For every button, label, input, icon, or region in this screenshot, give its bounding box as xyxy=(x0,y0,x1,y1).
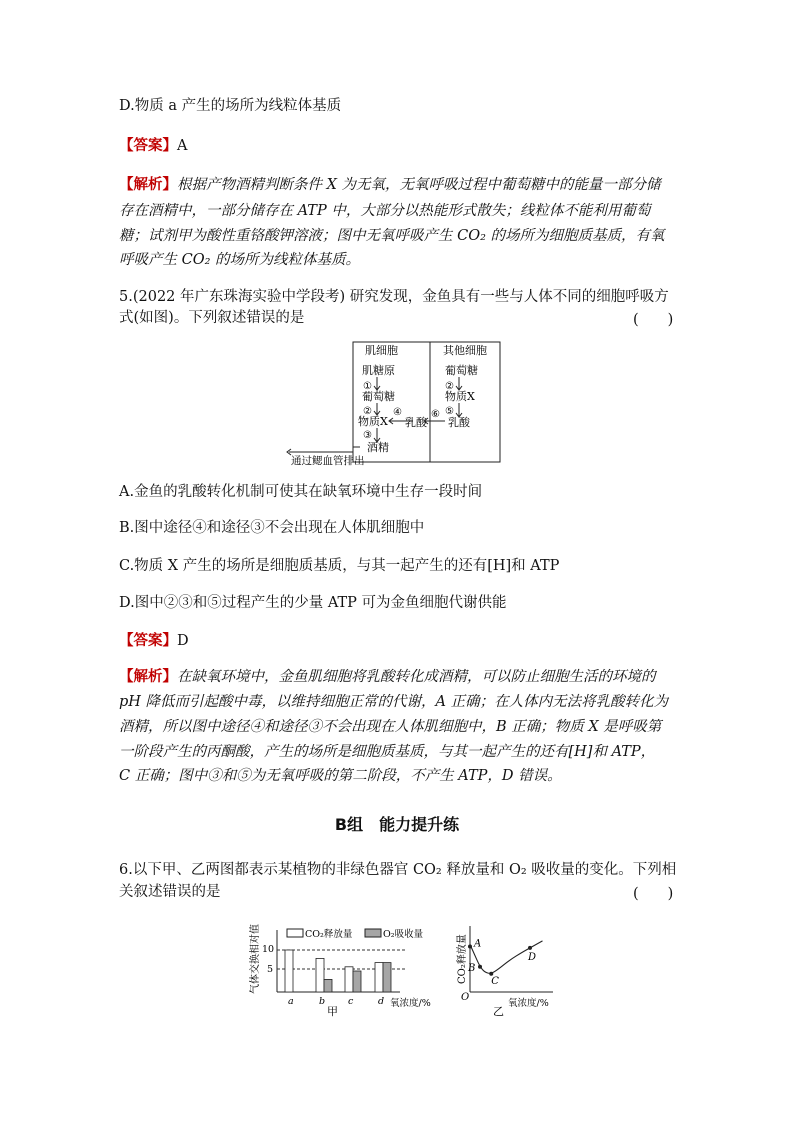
jia-bar-a-co2 xyxy=(285,950,293,992)
jia-legend-swatch-co2 xyxy=(287,929,303,937)
chart-yi xyxy=(448,912,558,1017)
step-2-other: ② xyxy=(445,381,454,392)
exit-line xyxy=(353,447,360,452)
answer-value: A xyxy=(177,138,188,154)
label-exit-gills: 通过鳃血管排出 xyxy=(291,455,365,467)
jia-bar-d-o2 xyxy=(383,963,391,992)
label-lactate-muscle: 乳酸 xyxy=(405,416,427,429)
jia-bar-c-o2 xyxy=(353,971,361,992)
section-heading: B组 能力提升练 xyxy=(334,815,460,834)
jia-legend-co2: CO₂释放量 xyxy=(305,929,353,940)
yi-point-label-A: A xyxy=(474,938,482,950)
step-5: ⑤ xyxy=(445,406,454,417)
yi-origin: O xyxy=(461,992,470,1003)
q5-analysis-line-4: 一阶段产生的丙酮酸，产生的场所是细胞质基质，与其一起产生的还有[H]和 ATP， xyxy=(119,744,656,760)
jia-xtick-c: c xyxy=(348,996,354,1007)
q4-analysis-line-3: 糖；试剂甲为酸性重铬酸钾溶液；图中无氧呼吸产生 CO₂ 的场所为细胞质基质，有氧 xyxy=(119,228,665,244)
jia-bar-b-co2 xyxy=(316,958,324,992)
yi-point-label-D: D xyxy=(528,951,537,963)
label-substance-x-muscle: 物质X xyxy=(358,415,388,428)
fish-respiration-diagram xyxy=(285,338,505,468)
q4-analysis-line-4: 呼吸产生 CO₂ 的场所为线粒体基质。 xyxy=(119,252,361,268)
label-muscle-glycogen: 肌糖原 xyxy=(362,364,395,377)
jia-title: 甲 xyxy=(327,1005,338,1017)
q4-option-d: D.物质 a 产生的场所为线粒体基质 xyxy=(119,98,342,114)
q5-analysis-line-3: 酒精，所以图中途径④和途径③不会出现在人体肌细胞中，B 正确；物质 X 是呼吸第 xyxy=(119,719,662,735)
q5-option-d: D.图中②③和⑤过程产生的少量 ATP 可为金鱼细胞代谢供能 xyxy=(119,595,507,611)
step-1: ① xyxy=(363,381,372,392)
step-2: ② xyxy=(363,406,372,417)
q4-analysis-line-1 xyxy=(119,175,661,195)
answer-tag: 【答案】 xyxy=(119,137,177,154)
q6-stem-line-1: 6.以下甲、乙两图都表示某植物的非绿色器官 CO₂ 释放量和 O₂ 吸收量的变化。下列相 xyxy=(119,862,677,878)
q5-option-a: A.金鱼的乳酸转化机制可使其在缺氧环境中生存一段时间 xyxy=(119,484,483,500)
step-4: ④ xyxy=(393,407,402,418)
q6-answer-paren: ( ) xyxy=(633,886,674,902)
q5-answer xyxy=(119,631,189,651)
label-glucose-muscle: 葡萄糖 xyxy=(362,390,395,403)
label-lactate-other: 乳酸 xyxy=(448,416,470,429)
answer-tag: 【答案】 xyxy=(119,632,177,649)
jia-bar-d-co2 xyxy=(375,963,383,992)
q5-option-b: B.图中途径④和途径③不会出现在人体肌细胞中 xyxy=(119,520,425,536)
jia-ylabel: 气体交换相对值 xyxy=(250,924,261,994)
yi-title: 乙 xyxy=(493,1005,504,1017)
answer-value: D xyxy=(177,633,189,649)
jia-bar-b-o2 xyxy=(324,979,332,992)
header-muscle-cell: 肌细胞 xyxy=(365,344,398,357)
chart-jia xyxy=(245,912,445,1017)
header-other-cells: 其他细胞 xyxy=(443,344,487,357)
analysis-text: 在缺氧环境中，金鱼肌细胞将乳酸转化成酒精，可以防止细胞生活的环境的 xyxy=(177,669,656,685)
q5-answer-paren: ( ) xyxy=(633,312,674,328)
q4-analysis-line-2: 存在酒精中，一部分储存在 ATP 中，大部分以热能形式散失；线粒体不能利用葡萄 xyxy=(119,203,651,219)
label-alcohol: 酒精 xyxy=(367,441,389,454)
yi-point-B xyxy=(478,965,482,969)
analysis-tag: 【解析】 xyxy=(119,668,177,685)
jia-ytick-10: 10 xyxy=(262,944,275,955)
jia-xtick-d: d xyxy=(378,996,385,1007)
q4-answer xyxy=(119,136,187,156)
yi-point-A xyxy=(468,945,472,949)
jia-legend-swatch-o2 xyxy=(365,929,381,937)
label-glucose-other: 葡萄糖 xyxy=(445,364,478,377)
q5-stem-line-2: 式(如图)。下列叙述错误的是 xyxy=(119,310,305,326)
q5-analysis-line-5: C 正确；图中③和⑤为无氧呼吸的第二阶段，不产生 ATP，D 错误。 xyxy=(119,768,562,784)
jia-xtick-b: b xyxy=(319,996,326,1007)
q5-analysis-line-1 xyxy=(119,667,656,687)
q5-option-c: C.物质 X 产生的场所是细胞质基质，与其一起产生的还有[H]和 ATP xyxy=(119,558,560,574)
q6-stem-line-2: 关叙述错误的是 xyxy=(119,884,221,900)
jia-xlabel: 氧浓度/% xyxy=(390,998,431,1009)
yi-point-label-B: B xyxy=(468,962,476,974)
yi-point-D xyxy=(528,946,532,950)
q5-analysis-line-2: pH 降低而引起酸中毒，以维持细胞正常的代谢，A 正确；在人体内无法将乳酸转化为 xyxy=(119,694,669,710)
step-3: ③ xyxy=(363,430,372,441)
jia-bar-c-co2 xyxy=(345,967,353,992)
jia-xtick-a: a xyxy=(288,996,294,1007)
jia-legend-o2: O₂吸收量 xyxy=(383,929,424,940)
jia-ytick-5: 5 xyxy=(267,964,274,975)
yi-point-label-C: C xyxy=(491,975,499,987)
yi-xlabel: 氧浓度/% xyxy=(508,998,549,1009)
analysis-text: 根据产物酒精判断条件 X 为无氧，无氧呼吸过程中葡萄糖中的能量一部分储 xyxy=(177,177,661,193)
step-6: ⑥ xyxy=(431,409,440,420)
analysis-tag: 【解析】 xyxy=(119,176,177,193)
q5-stem-line-1: 5.(2022 年广东珠海实验中学段考) 研究发现，金鱼具有一些与人体不同的细胞呼吸方 xyxy=(119,289,669,305)
label-substance-x-other: 物质X xyxy=(445,390,475,403)
yi-ylabel: CO₂释放量 xyxy=(457,934,468,984)
